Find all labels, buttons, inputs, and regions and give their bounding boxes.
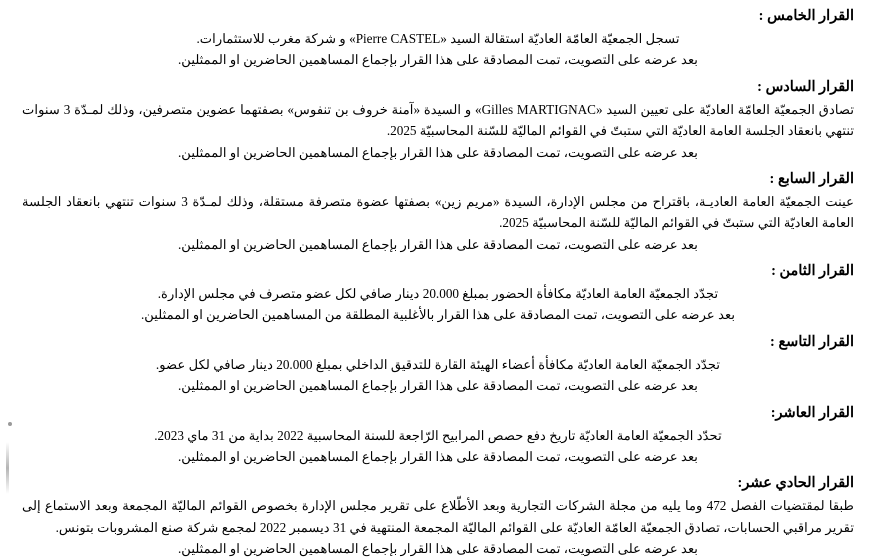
resolution-title: القرار التاسع :	[770, 333, 854, 350]
resolution-block	[22, 473, 854, 559]
resolution-block	[22, 332, 854, 397]
resolution-vote-line: بعد عرضه على التصويت، تمت المصادقة على هذا القرار بإجماع المساهمين الحاضرين او الممثلين.	[178, 144, 698, 160]
resolution-body	[22, 283, 854, 326]
resolution-line: تجدّد الجمعيّة العامة العاديّة مكافأة الحضور بمبلغ 20.000 دينار صافي لكل عضو متصرف في مجلس الإدارة.	[157, 286, 719, 302]
scan-edge-artifact	[6, 442, 9, 494]
resolution-line: عينت الجمعيّة العامة العاديـة، باقتراح من مجلس الإدارة، السيدة «مريم زين» بصفتها عضوة متصرفة مستقلة، وذلك لمـدّة 3 سنوات تنتهي بانعقاد الجلسة العامة العاديّة التي ستبتّ في القوائم الماليّة للسّنة المحاسبيّة 2025.	[22, 193, 854, 231]
resolution-line: طبقا لمقتضيات الفصل 472 وما يليه من مجلة الشركات التجارية وبعد الأطّلاع على تقرير مجلس الإدارة بخصوص القوائم الماليّة المجمعة وبعد الاستماع إلى تقرير مراقبي الحسابات، تصادق الجمعيّة العامّة العاديّة على القوائم الماليّة المجمعة المنتهية في 31 ديسمبر 2022 لمجمع شركة صنع المشروبات بتونس.	[22, 498, 854, 535]
resolution-title: القرار السادس :	[757, 78, 854, 95]
resolution-title: القرار الحادي عشر:	[737, 475, 854, 492]
resolution-vote-line: بعد عرضه على التصويت، تمت المصادقة على هذا القرار بإجماع المساهمين الحاضرين او الممثلين.	[178, 448, 698, 464]
resolution-body	[22, 354, 854, 397]
resolution-block	[22, 6, 854, 71]
resolution-block	[22, 77, 854, 163]
resolution-line: تحدّد الجمعيّة العامة العاديّة تاريخ دفع حصص المرابيح الرّاجعة للسنة المحاسبية 2022 بداية من 31 ماي 2023.	[154, 427, 722, 443]
resolution-vote-line: بعد عرضه على التصويت، تمت المصادقة على هذا القرار بإجماع المساهمين الحاضرين او الممثلين.	[178, 541, 698, 557]
resolution-body	[22, 28, 854, 71]
resolution-body	[22, 425, 854, 468]
resolution-body	[22, 191, 854, 255]
resolution-block	[22, 261, 854, 326]
resolution-vote-line: بعد عرضه على التصويت، تمت المصادقة على هذا القرار بإجماع المساهمين الحاضرين او الممثلين.	[178, 236, 698, 252]
resolution-vote-line: بعد عرضه على التصويت، تمت المصادقة على هذا القرار بإجماع المساهمين الحاضرين او الممثلين.	[178, 378, 698, 394]
resolution-body	[22, 495, 854, 559]
resolution-title: القرار الثامن :	[771, 263, 854, 280]
resolution-block	[22, 403, 854, 468]
resolution-vote-line: بعد عرضه على التصويت، تمت المصادقة على هذا القرار بالأغلبية المطلقة من المساهمين الحاضرين او الممثلين.	[140, 307, 736, 323]
resolution-line: تجدّد الجمعيّة العامة العاديّة مكافأة أعضاء الهيئة القارة للتدقيق الداخلي بمبلغ 20.000 دينار صافي لكل عضو.	[155, 356, 721, 372]
resolution-line: تسجل الجمعيّة العامّة العاديّة استقالة السيد «Pierre CASTEL» و شركة مغرب للاستثمارات.	[196, 31, 680, 47]
resolution-vote-line: بعد عرضه على التصويت، تمت المصادقة على هذا القرار بإجماع المساهمين الحاضرين او الممثلين.	[178, 52, 698, 68]
scan-speck-artifact	[8, 422, 12, 426]
resolution-title: القرار الخامس :	[758, 8, 854, 24]
resolution-title: القرار السابع :	[769, 170, 854, 187]
resolution-block	[22, 169, 854, 255]
resolution-title: القرار العاشر:	[770, 404, 854, 421]
resolution-line: تصادق الجمعيّة العامّة العاديّة على تعيين السيد «Gilles MARTIGNAC» و السيدة «آمنة خروف بن تنفوس» بصفتهما عضوين متصرفين، وذلك لمـدّة 3 سنوات تنتهي بانعقاد الجلسة العامة العاديّة التي ستبتّ في القوائم الماليّة للسّنة المحاسبيّة 2025.	[22, 101, 854, 139]
resolution-body	[22, 99, 854, 163]
